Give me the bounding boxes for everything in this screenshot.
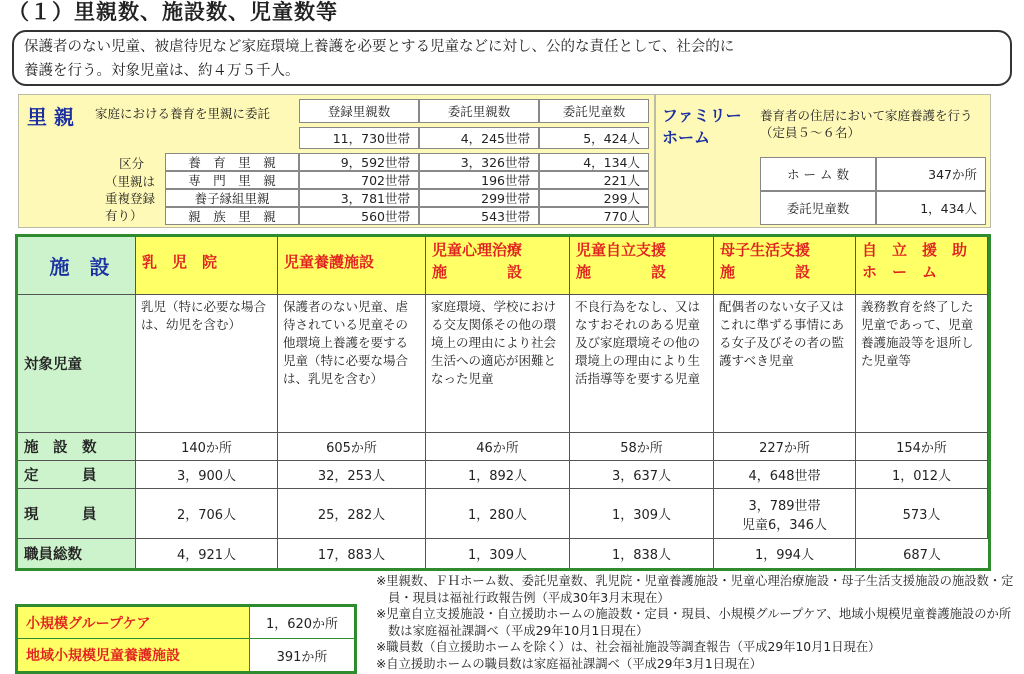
facility-count-3: 46か所 [426,433,570,461]
family-home-label-1: ファミリー [662,106,742,125]
facility-count-2: 605か所 [278,433,426,461]
row-4-registered: 560世帯 [299,207,419,225]
facility-count-6: 154か所 [856,433,988,461]
row-label-target: 対象児童 [18,295,136,433]
footnote-1: ※里親数、ＦＨホーム数、委託児童数、乳児院・児童養護施設・児童心理治療施設・母子生活支援施設の施設数・定員・現員は福祉行政報告例（平成30年3月末現在） [376,574,1014,605]
footnote-2: ※児童自立支援施設・自立援助ホームの施設数・定員・現員、小規模グループケア、地域小規模児童養護施設のか所数は家庭福祉課調べ（平成29年10月1日現在） [376,607,1012,638]
row-3-entrusted: 299世帯 [419,189,539,207]
facility-name-1: 乳 児 院 [142,253,218,271]
total-entrusted: 4，245世帯 [419,127,539,149]
facility-count-5: 227か所 [714,433,856,461]
row-2-registered: 702世帯 [299,171,419,189]
footnote-3: ※職員数（自立援助ホームを除く）は、社会福祉施設等調査報告（平成29年10月1日現在） [376,640,881,654]
row-label-capacity: 定 員 [18,461,136,489]
facility-current-2: 25，282人 [278,489,426,539]
kubun-label: 区分 [119,156,145,171]
facility-desc-2: 保護者のない児童、虐待されている児童その他環境上養護を要する児童（特に必要な場合は、乳児を含む） [278,295,426,433]
facility-desc-4: 不良行為をなし、又はなすおそれのある児童及び家庭環境その他の環境上の理由により生活指導等を要する児童 [570,295,714,433]
facility-header-3 [426,237,570,295]
facility-current-1: 2，706人 [136,489,278,539]
row-type-2: 専 門 里 親 [165,171,299,189]
row-label-current: 現 員 [18,489,136,539]
home-count-value: 347か所 [876,157,986,191]
facility-desc-1: 乳児（特に必要な場合は、幼児を含む） [136,295,278,433]
facility-desc-5: 配偶者のない女子又はこれに準ずる事情にある女子及びその者の監護すべき児童 [714,295,856,433]
family-home-label-2: ホーム [662,128,711,147]
small-group-table [15,604,357,674]
facility-count-4: 58か所 [570,433,714,461]
home-count-label: ホ ー ム 数 [760,157,876,191]
footnotes [376,573,1016,672]
facility-staff-5: 1，994人 [714,539,856,568]
facility-current-3: 1，280人 [426,489,570,539]
intro-line-1: 保護者のない児童、被虐待児など家庭環境上養護を必要とする児童などに対し、公的な責任として、社会的に [24,39,735,55]
facility-name-3b: 施 設 [432,263,523,281]
foster-parent-label: 里 親 [27,105,74,129]
row-4-children: 770人 [539,207,649,225]
row-3-children: 299人 [539,189,649,207]
facility-staff-2: 17，883人 [278,539,426,568]
page-title: （１）里親数、施設数、児童数等 [8,0,338,24]
facility-name-6b: ホ ー ム [862,263,938,281]
facility-name-4b: 施 設 [576,263,667,281]
home-children-label: 委託児童数 [760,191,876,225]
facility-staff-6: 687人 [903,548,941,563]
row-1-registered: 9，592世帯 [299,153,419,171]
foster-parent-desc: 家庭における養育を里親に委託 [95,106,271,121]
row-2-entrusted: 196世帯 [419,171,539,189]
header-registered: 登録里親数 [299,99,419,123]
facilities-table [15,234,991,571]
row-1-children: 4，134人 [539,153,649,171]
facility-capacity-1: 3，900人 [136,461,278,489]
foster-parent-panel [18,94,655,228]
home-children-value: 1，434人 [876,191,986,225]
intro-line-2: 養護を行う。対象児童は、約４万５千人。 [24,63,300,79]
footnote-4: ※自立援助ホームの職員数は家庭福祉課調べ（平成29年3月1日現在） [376,656,762,671]
facility-current-4: 1，309人 [570,489,714,539]
facility-header-1 [136,237,278,295]
facility-header-6 [856,237,988,295]
facility-staff-3: 1，309人 [426,539,570,568]
row-type-1: 養 育 里 親 [165,153,299,171]
intro-box [12,30,1012,86]
small-group-care-value: 1，620か所 [250,607,354,639]
facility-capacity-4: 3，637人 [570,461,714,489]
row-label-staff: 職員総数 [18,539,136,568]
facility-desc-3: 家庭環境、学校における交友関係その他の環境上の理由により社会生活への適応が困難となった児童 [426,295,570,433]
facility-name-5a: 母子生活支援 [720,241,811,259]
row-4-entrusted: 543世帯 [419,207,539,225]
facility-name-6a: 自 立 援 助 [862,241,968,259]
facility-name-5b: 施 設 [720,263,811,281]
facility-current-6: 573人 [856,489,988,539]
facility-capacity-2: 32，253人 [278,461,426,489]
facility-header-5 [714,237,856,295]
facility-name-3a: 児童心理治療 [432,241,523,259]
facility-staff-4: 1，838人 [570,539,714,568]
facility-count-1: 140か所 [136,433,278,461]
family-home-desc: 養育者の住居において家庭養護を行う（定員５～６名） [760,108,973,140]
small-group-care-label: 小規模グループケア [18,607,250,639]
facility-name-2: 児童養護施設 [284,253,375,271]
row-1-entrusted: 3，326世帯 [419,153,539,171]
facility-capacity-6: 1，012人 [856,461,988,489]
facility-current-5-children: 児童6，346人 [741,517,828,533]
facility-desc-6: 義務教育を終了した児童であって、児童養護施設等を退所した児童等 [856,295,988,433]
row-3-registered: 3，781世帯 [299,189,419,207]
regional-small-facility-value: 391か所 [276,649,328,665]
facilities-corner: 施 設 [18,237,136,295]
row-label-count: 施 設 数 [18,433,136,461]
family-home-panel [655,94,991,228]
facility-header-2 [278,237,426,295]
facility-header-4 [570,237,714,295]
total-children: 5，424人 [539,127,649,149]
header-children: 委託児童数 [539,99,649,123]
facility-capacity-3: 1，892人 [426,461,570,489]
facility-current-5 [714,489,856,539]
facility-staff-1: 4，921人 [136,539,278,568]
facility-current-5-households: 3，789世帯 [748,498,821,514]
kubun-note: （里親は重複登録有り） [105,174,156,223]
header-entrusted: 委託里親数 [419,99,539,123]
facility-capacity-5: 4，648世帯 [714,461,856,489]
regional-small-facility-label: 地域小規模児童養護施設 [18,639,250,671]
row-2-children: 221人 [539,171,649,189]
row-type-3: 養子縁組里親 [165,189,299,207]
facility-name-4a: 児童自立支援 [576,241,667,259]
total-registered: 11，730世帯 [299,127,419,149]
row-type-4: 親 族 里 親 [165,207,299,225]
